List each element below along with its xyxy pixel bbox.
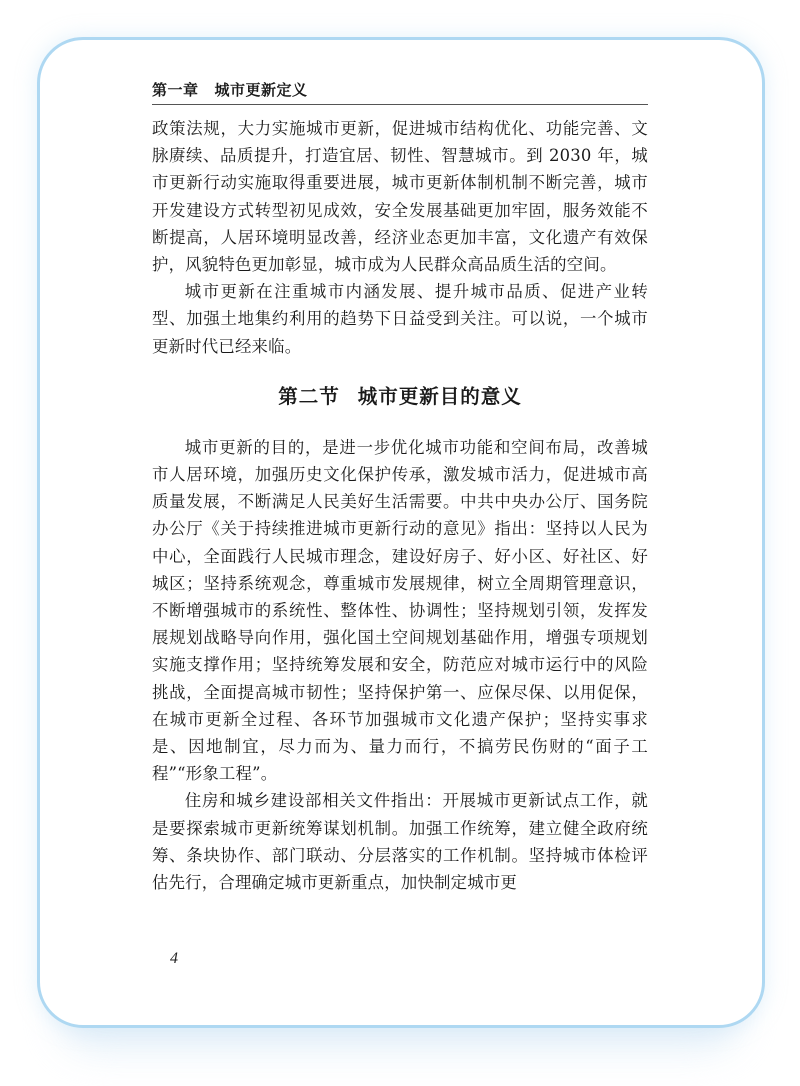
- book-page: [152, 80, 648, 896]
- page-number: 4: [170, 950, 178, 967]
- running-head: [152, 80, 648, 105]
- paragraph-continued: 政策法规，大力实施城市更新，促进城市结构优化、功能完善、文脉赓续、品质提升，打造宜居、韧性、智慧城市。到 2030 年，城市更新行动实施取得重要进展，城市更新体制机制不断完善，城市开发建设方式转型初见成效，安全发展基础更加牢固，服务效能不断提高，人居环境明显改善，经济业态更加丰富，文化遗产有效保护，风貌特色更加彰显，城市成为人民群众高品质生活的空间。: [152, 119, 648, 275]
- running-head-title: 城市更新定义: [214, 81, 308, 99]
- section-number: 第二节: [278, 384, 340, 408]
- paragraph: 城市更新在注重城市内涵发展、提升城市品质、促进产业转型、加强土地集约利用的趋势下日益受到关注。可以说，一个城市更新时代已经来临。: [152, 282, 648, 356]
- running-head-chapter: 第一章: [152, 81, 199, 99]
- paragraph: 城市更新的目的，是进一步优化城市功能和空间布局，改善城市人居环境，加强历史文化保护传承，激发城市活力，促进城市高质量发展，不断满足人民美好生活需要。中共中央办公厅、国务院办公厅《关于持续推进城市更新行动的意见》指出：坚持以人民为中心，全面践行人民城市理念，建设好房子、好小区、好社区、好城区；坚持系统观念，尊重城市发展规律，树立全周期管理意识，不断增强城市的系统性、整体性、协调性；坚持规划引领，发挥发展规划战略导向作用，强化国土空间规划基础作用，增强专项规划实施支撑作用；坚持统筹发展和安全，防范应对城市运行中的风险挑战，全面提高城市韧性；坚持保护第一、应保尽保、以用促保，在城市更新全过程、各环节加强城市文化遗产保护；坚持实事求是、因地制宜，尽力而为、量力而行，不搞劳民伤财的“面子工程”“形象工程”。: [152, 437, 648, 784]
- paragraph: 住房和城乡建设部相关文件指出：开展城市更新试点工作，就是要探索城市更新统筹谋划机制。加强工作统筹，建立健全政府统筹、条块协作、部门联动、分层落实的工作机制。坚持城市体检评估先行，合理确定城市更新重点，加快制定城市更: [152, 791, 648, 893]
- section-title: 城市更新目的意义: [357, 384, 522, 408]
- section-heading: [152, 382, 648, 412]
